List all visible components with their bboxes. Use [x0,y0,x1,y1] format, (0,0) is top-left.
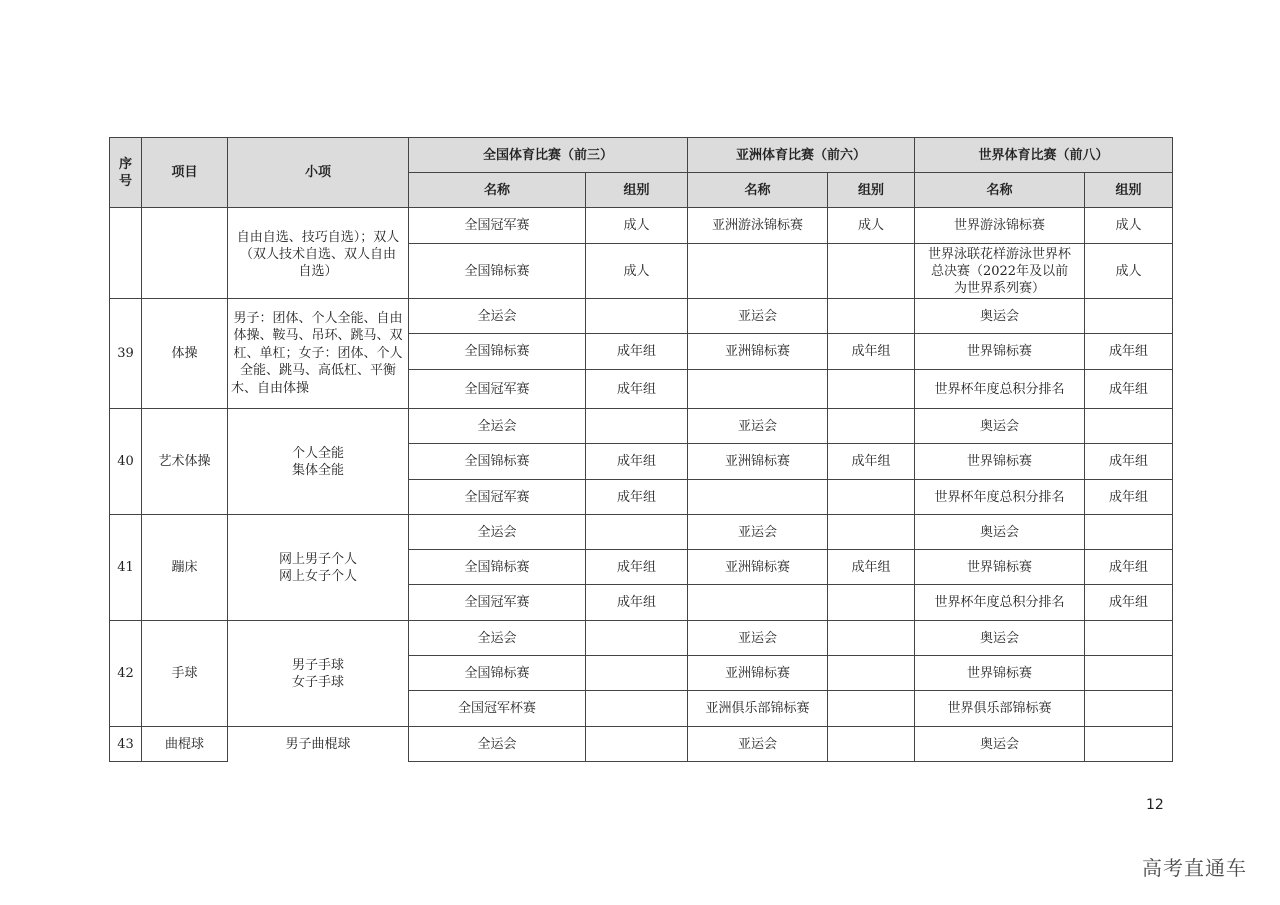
world-name: 奥运会 [915,409,1085,444]
world-group [1085,656,1173,691]
asian-name: 亚洲锦标赛 [688,334,828,370]
asian-name [688,370,828,409]
item-cell [142,208,228,299]
subitem-cell: 男子曲棍球 [228,727,409,762]
world-group [1085,515,1173,550]
subitem-cell [228,409,409,515]
seq-cell: 42 [110,621,142,727]
asian-name: 亚洲俱乐部锦标赛 [688,691,828,727]
asian-group: 成人 [828,208,915,244]
col-header-asian: 亚洲体育比赛（前六） [688,138,915,173]
seq-cell [110,208,142,299]
world-name: 世界杯年度总积分排名 [915,370,1085,409]
world-name: 世界锦标赛 [915,444,1085,480]
competition-table [109,137,1173,762]
col-header-world: 世界体育比赛（前八） [915,138,1173,173]
national-group [586,409,688,444]
asian-name: 亚运会 [688,299,828,334]
national-name: 全运会 [409,409,586,444]
subitem-line: 个人全能 [291,445,344,461]
asian-group [828,621,915,656]
subitem-line: 集体全能 [291,462,344,478]
col-header-national-group: 组别 [586,173,688,208]
subitem-cell [228,621,409,727]
seq-cell: 40 [110,409,142,515]
asian-name: 亚洲游泳锦标赛 [688,208,828,244]
world-name: 世界锦标赛 [915,656,1085,691]
national-group: 成年组 [586,480,688,515]
national-name: 全国锦标赛 [409,334,586,370]
world-name: 世界锦标赛 [915,550,1085,585]
world-group: 成年组 [1085,550,1173,585]
col-header-national-name: 名称 [409,173,586,208]
national-name: 全国冠军赛 [409,480,586,515]
seq-cell: 43 [110,727,142,762]
asian-group: 成年组 [828,334,915,370]
national-group [586,621,688,656]
col-header-world-group: 组别 [1085,173,1173,208]
world-name: 世界锦标赛 [915,334,1085,370]
subitem-cell [228,208,409,299]
world-name: 奥运会 [915,299,1085,334]
world-name: 世界杯年度总积分排名 [915,480,1085,515]
subitem-line: 网上男子个人 [278,551,357,567]
national-name: 全国锦标赛 [409,244,586,299]
subitem-line: 网上女子个人 [278,568,357,584]
subitem-line: 男子手球 [291,657,344,673]
world-name: 奥运会 [915,621,1085,656]
page-number: 12 [1146,797,1164,813]
national-group: 成年组 [586,550,688,585]
item-cell: 手球 [142,621,228,727]
world-name: 世界俱乐部锦标赛 [915,691,1085,727]
seq-cell: 39 [110,299,142,409]
asian-name: 亚洲锦标赛 [688,550,828,585]
table-row [110,299,1173,334]
asian-name: 亚运会 [688,727,828,762]
national-name: 全国冠军赛 [409,370,586,409]
table-row [110,409,1173,444]
world-group [1085,409,1173,444]
col-header-asian-name: 名称 [688,173,828,208]
national-name: 全国锦标赛 [409,550,586,585]
national-name: 全国锦标赛 [409,656,586,691]
national-group: 成年组 [586,585,688,621]
item-cell: 曲棍球 [142,727,228,762]
seq-cell: 41 [110,515,142,621]
national-group [586,299,688,334]
world-group: 成人 [1085,244,1173,299]
asian-group [828,299,915,334]
world-group: 成年组 [1085,585,1173,621]
national-name: 全运会 [409,727,586,762]
world-name: 世界杯年度总积分排名 [915,585,1085,621]
world-group [1085,727,1173,762]
national-name: 全运会 [409,515,586,550]
col-header-national: 全国体育比赛（前三） [409,138,688,173]
national-name: 全国冠军赛 [409,208,586,244]
subitem-text: 自由自选、技巧自选）；双人（双人技术自选、双人自由自选） [236,229,400,279]
asian-group [828,656,915,691]
national-name: 全运会 [409,621,586,656]
asian-name: 亚洲锦标赛 [688,656,828,691]
asian-name: 亚运会 [688,621,828,656]
asian-group [828,370,915,409]
national-name: 全国冠军杯赛 [409,691,586,727]
national-group [586,691,688,727]
asian-group: 成年组 [828,550,915,585]
asian-group: 成年组 [828,444,915,480]
item-cell: 蹦床 [142,515,228,621]
asian-group [828,515,915,550]
world-group: 成人 [1085,208,1173,244]
world-group [1085,299,1173,334]
col-header-subitem: 小项 [228,138,409,208]
asian-name: 亚洲锦标赛 [688,444,828,480]
asian-name [688,244,828,299]
national-group: 成人 [586,244,688,299]
col-header-item: 项目 [142,138,228,208]
subitem-line: 女子手球 [291,674,344,690]
asian-name [688,480,828,515]
col-header-asian-group: 组别 [828,173,915,208]
table-row [110,621,1173,656]
asian-name: 亚运会 [688,409,828,444]
world-name: 奥运会 [915,727,1085,762]
world-name: 世界游泳锦标赛 [915,208,1085,244]
asian-group [828,480,915,515]
national-name: 全运会 [409,299,586,334]
world-name: 奥运会 [915,515,1085,550]
asian-group [828,585,915,621]
subitem-cell: 男子：团体、个人全能、自由体操、鞍马、吊环、跳马、双杠、单杠；女子：团体、个人全能、跳马、高低杠、平衡木、自由体操 [228,299,409,409]
col-header-seq: 序号 [110,138,142,208]
world-name: 世界泳联花样游泳世界杯总决赛（2022年及以前为世界系列赛） [915,244,1085,299]
asian-group [828,409,915,444]
table-row [110,515,1173,550]
national-name: 全国锦标赛 [409,444,586,480]
national-group: 成年组 [586,444,688,480]
national-group: 成人 [586,208,688,244]
world-group [1085,691,1173,727]
col-header-world-name: 名称 [915,173,1085,208]
asian-group [828,691,915,727]
national-group [586,515,688,550]
item-cell: 体操 [142,299,228,409]
asian-group [828,244,915,299]
national-group [586,656,688,691]
table-row [110,208,1173,244]
item-cell: 艺术体操 [142,409,228,515]
world-group: 成年组 [1085,444,1173,480]
table-row [110,727,1173,762]
world-group: 成年组 [1085,480,1173,515]
world-group [1085,621,1173,656]
world-group: 成年组 [1085,370,1173,409]
national-group: 成年组 [586,334,688,370]
asian-group [828,727,915,762]
world-group: 成年组 [1085,334,1173,370]
national-group: 成年组 [586,370,688,409]
asian-name: 亚运会 [688,515,828,550]
national-group [586,727,688,762]
header-row-1 [110,138,1173,173]
national-name: 全国冠军赛 [409,585,586,621]
subitem-cell [228,515,409,621]
watermark-text: 高考直通车 [1142,856,1247,880]
asian-name [688,585,828,621]
